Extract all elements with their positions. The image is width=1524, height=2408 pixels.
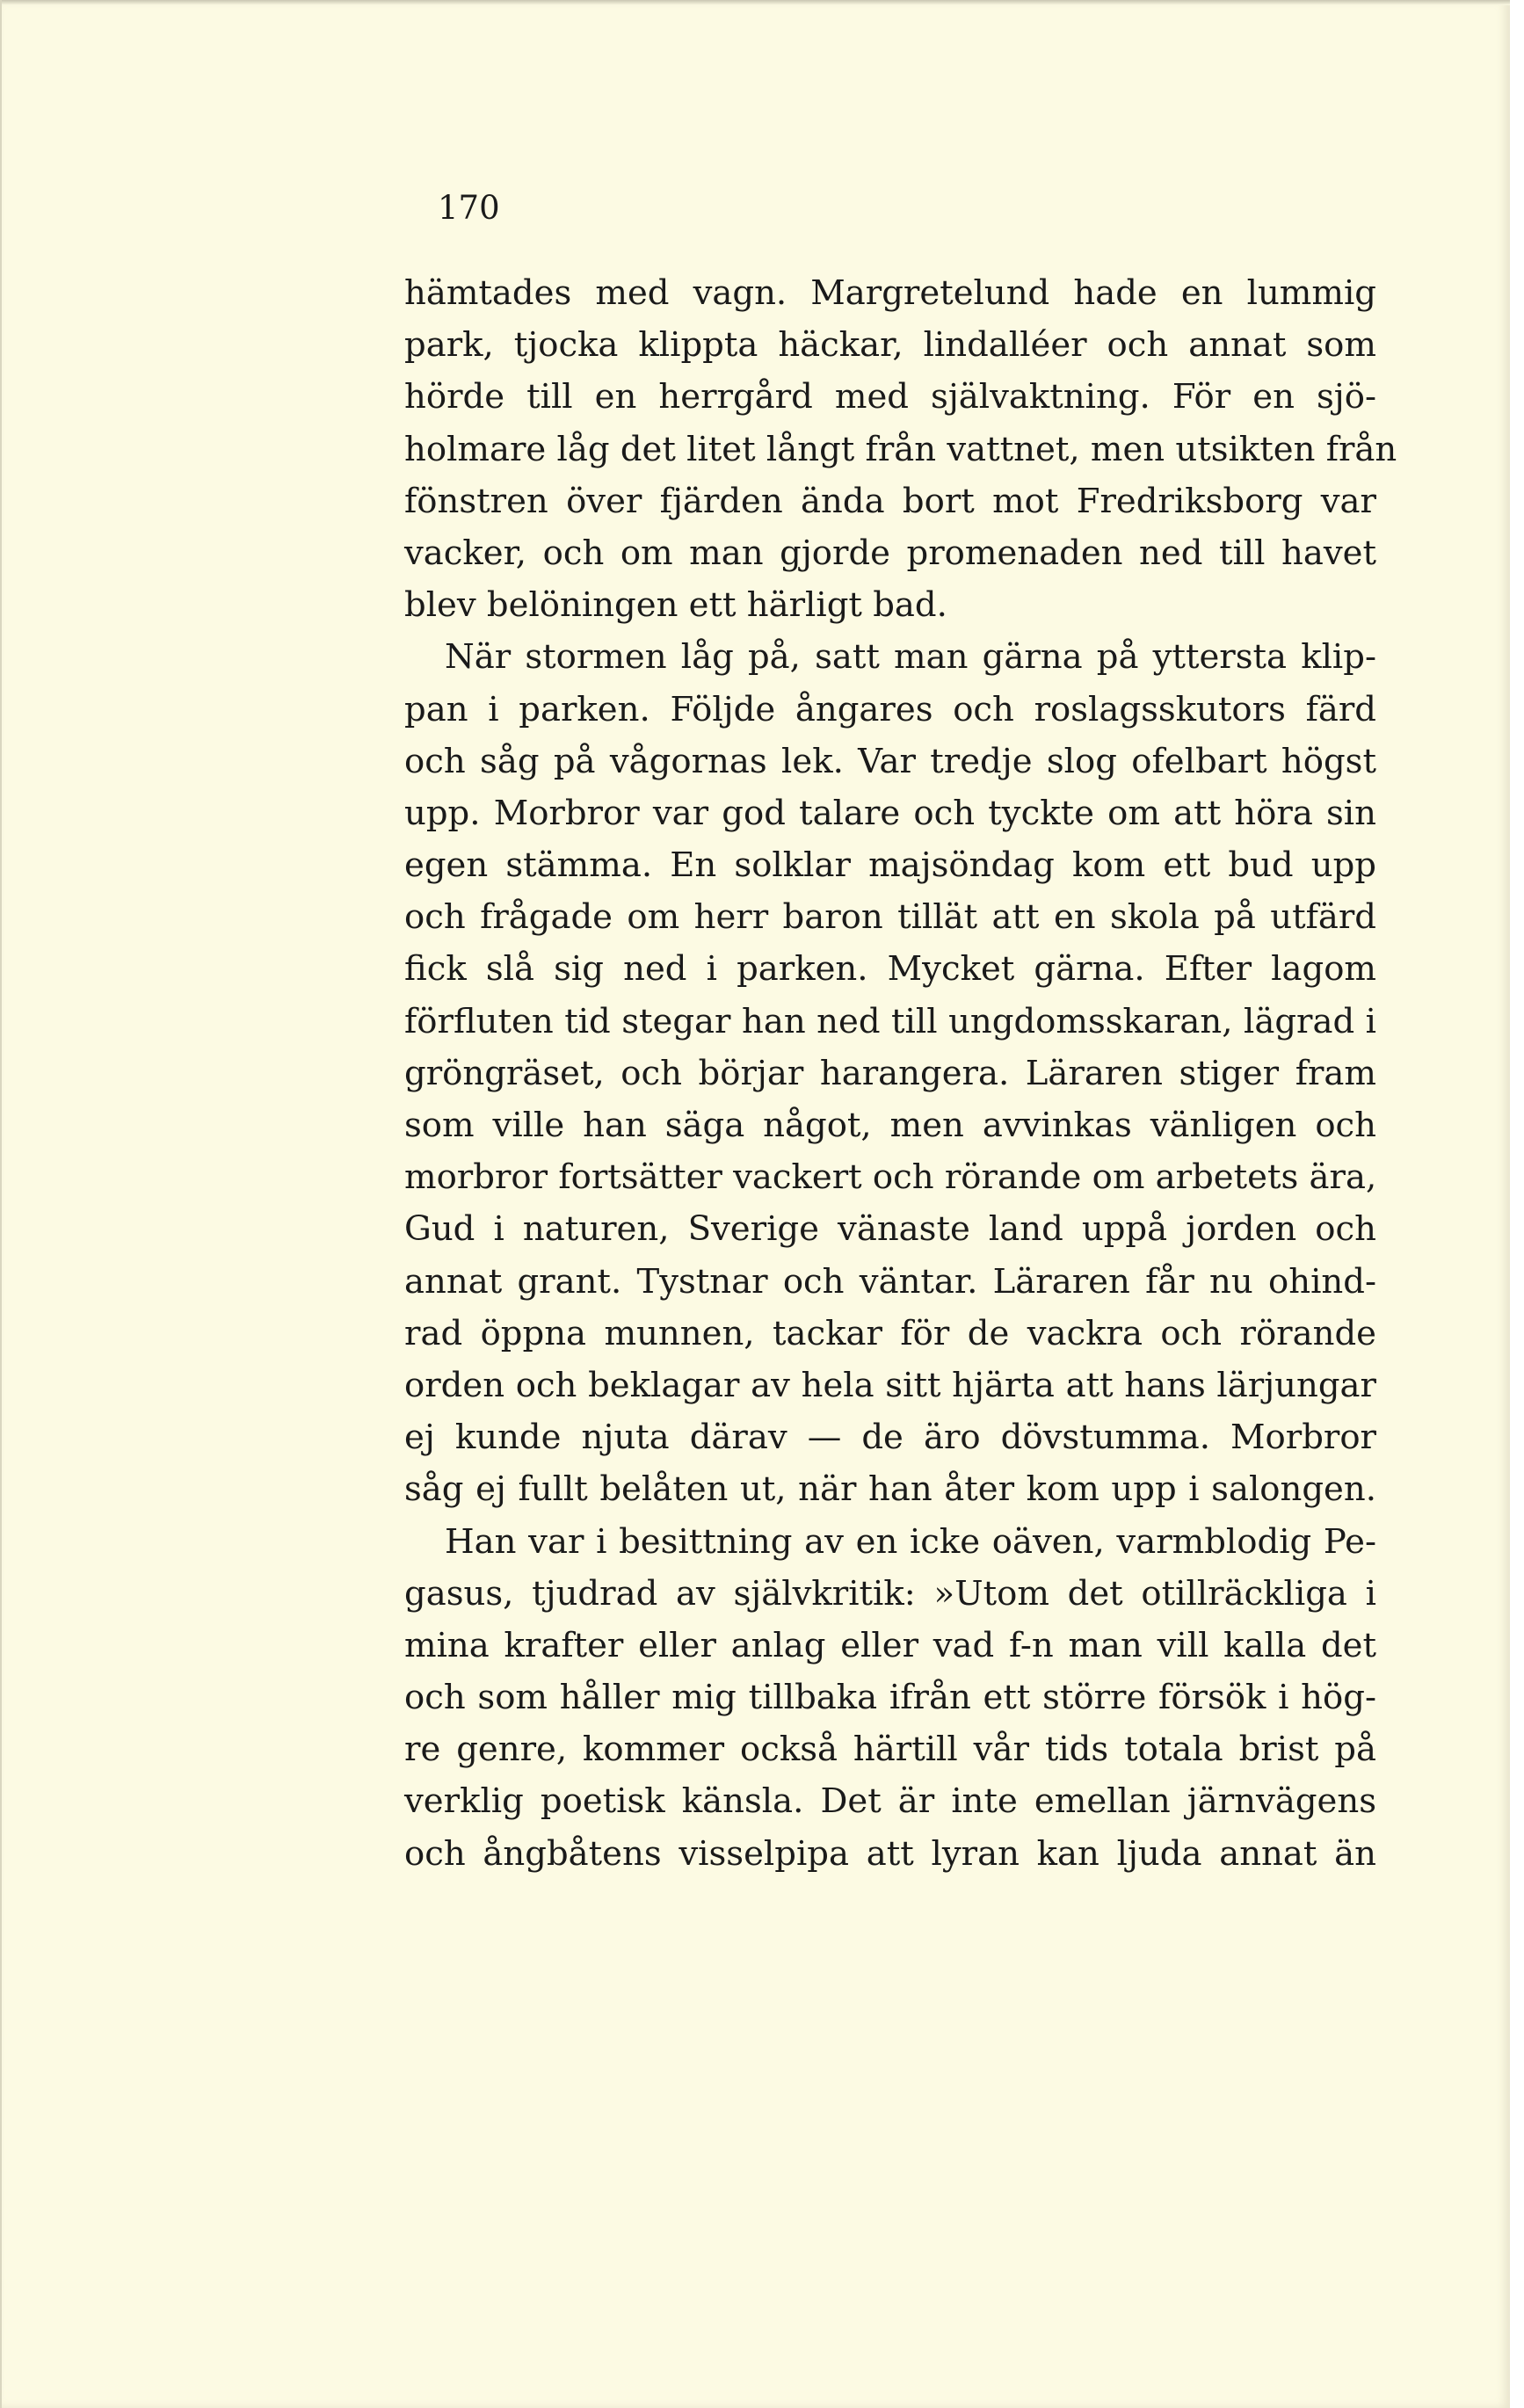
text-line: rad öppna munnen, tackar för de vackra och rörande [404,1313,1376,1353]
text-line: mina krafter eller anlag eller vad f-n man vill kalla det [404,1625,1376,1665]
text-line: upp. Morbror var god talare och tyckte om att höra sin [404,793,1376,833]
text-line: holmare låg det litet långt från vattnet, men utsikten från [404,429,1397,469]
text-line: och såg på vågornas lek. Var tredje slog ofelbart högst [404,741,1376,781]
text-line: gröngräset, och börjar harangera. Läraren stiger fram [404,1053,1376,1093]
text-line: morbror fortsätter vackert och rörande om arbetets ära, [404,1157,1377,1198]
text-line: ej kunde njuta därav — de äro dövstumma. Morbror [404,1418,1376,1458]
text-line: annat grant. Tystnar och väntar. Läraren får nu ohind- [404,1261,1376,1302]
text-line: egen stämma. En solklar majsöndag kom ett bud upp [404,845,1376,886]
text-line: som ville han säga något, men avvinkas vänligen och [404,1106,1376,1145]
text-line: gasus, tjudrad av självkritik: »Utom det otillräckliga i [404,1573,1376,1614]
page-top-edge [2,0,1512,5]
text-line: pan i parken. Följde ångares och roslagsskutors färd [404,689,1376,729]
text-line: och frågade om herr baron tillät att en skola på utfärd [404,897,1376,938]
text-line: och som håller mig tillbaka ifrån ett större försök i hög- [404,1678,1376,1718]
paragraph-start-line: När stormen låg på, satt man gärna på yttersta klip- [445,637,1376,678]
text-line: vacker, och om man gjorde promenaden ned till havet [404,533,1376,573]
text-line: Gud i naturen, Sverige vänaste land uppå jorden och [404,1209,1376,1250]
text-line: fick slå sig ned i parken. Mycket gärna. Efter lagom [404,949,1376,990]
text-line: blev belöningen ett härligt bad. [404,585,947,626]
text-line: verklig poetisk känsla. Det är inte emellan järnvägens [404,1781,1376,1822]
text-line: förfluten tid stegar han ned till ungdomsskaran, lägrad i [404,1001,1376,1041]
text-line: orden och beklagar av hela sitt hjärta att hans lärjungar [404,1365,1376,1405]
text-line: hörde till en herrgård med självaktning. För en sjö- [404,377,1376,417]
text-line: såg ej fullt belåten ut, när han åter kom upp i salongen. [404,1469,1376,1510]
paragraph-start-line: Han var i besittning av en icke oäven, varmblodig Pe- [445,1521,1376,1562]
text-line: re genre, kommer också härtill vår tids totala brist på [404,1730,1376,1770]
text-line: och ångbåtens visselpipa att lyran kan ljuda annat än [404,1833,1376,1874]
page-number: 170 [438,189,500,227]
text-line: fönstren över fjärden ända bort mot Fredriksborg var [404,481,1376,521]
text-line: park, tjocka klippta häckar, lindalléer och annat som [404,325,1376,366]
body-text [404,267,1397,1880]
text-line: hämtades med vagn. Margretelund hade en lummig [404,273,1376,313]
